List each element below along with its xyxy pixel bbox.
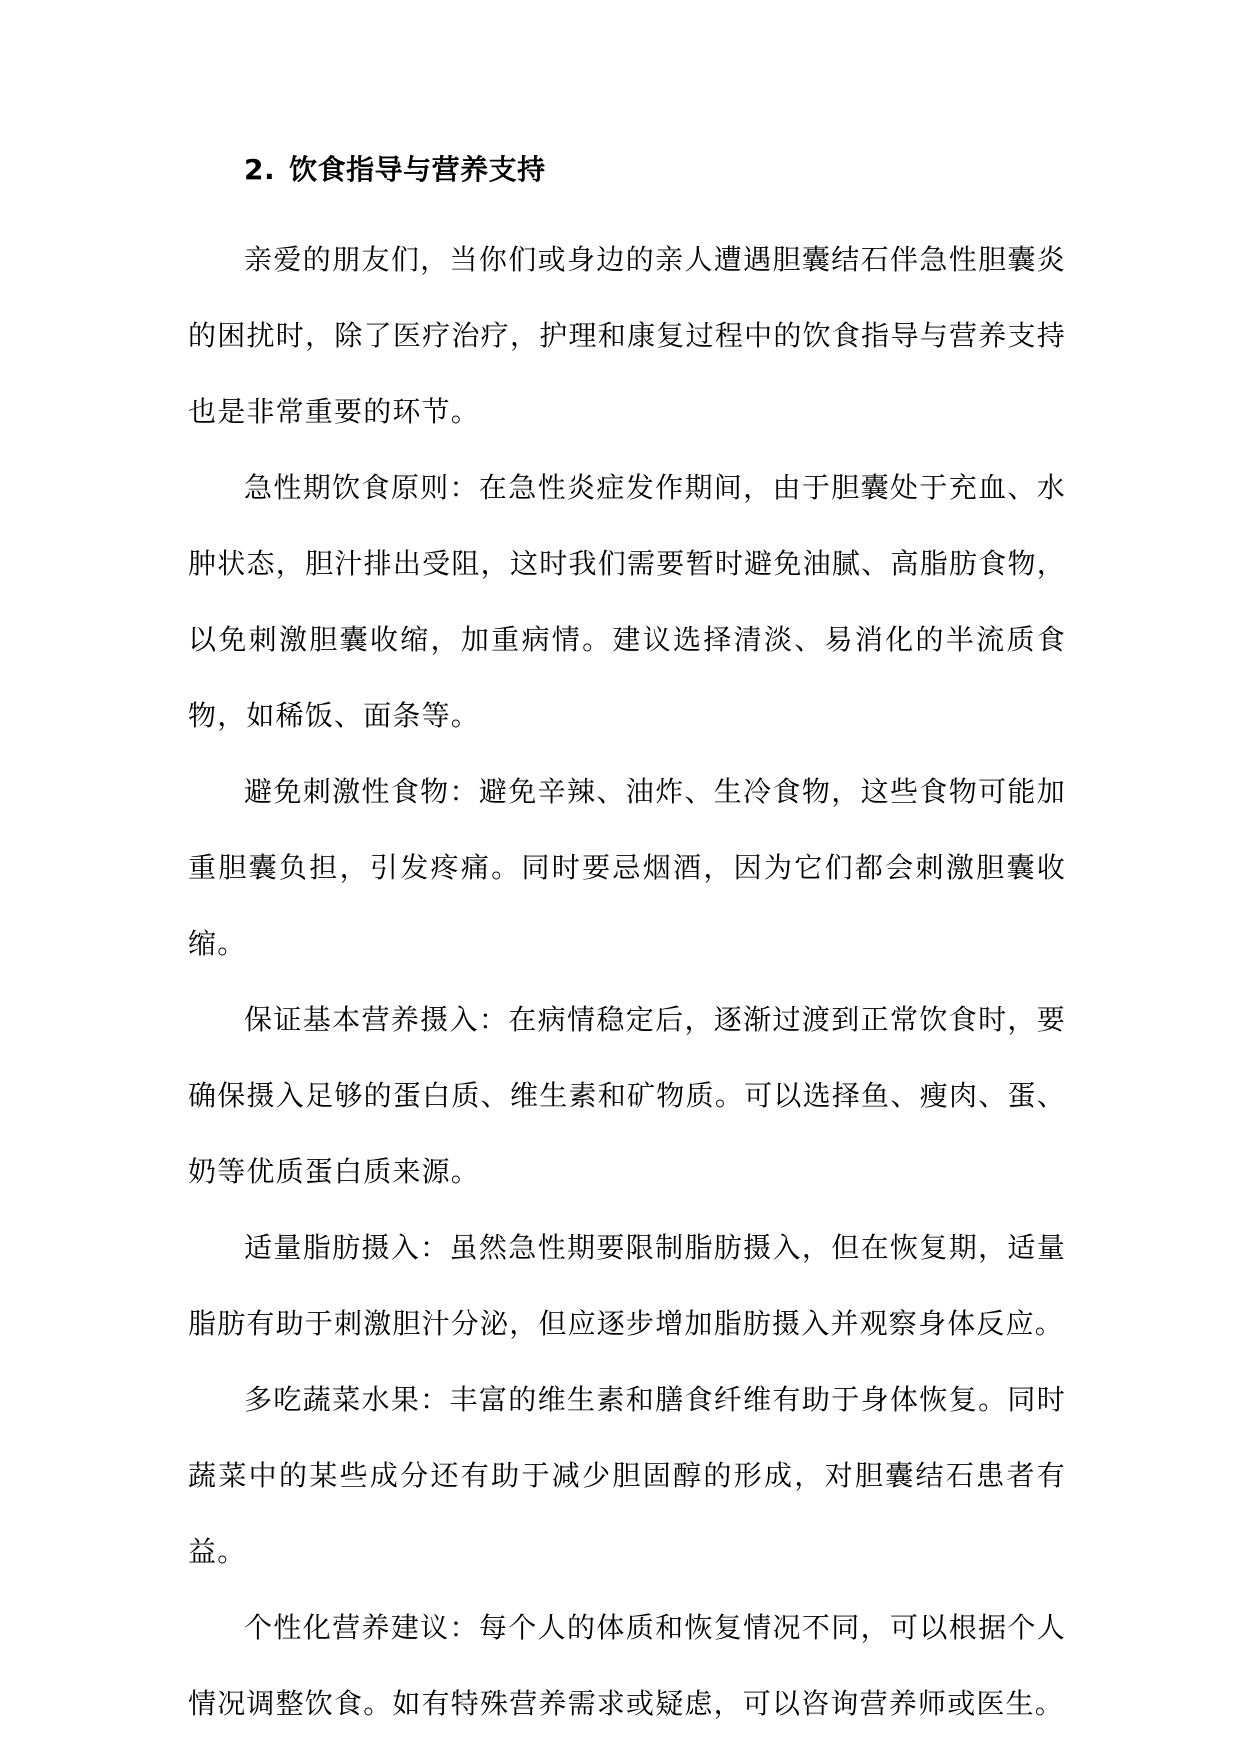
section-heading (244, 152, 546, 188)
paragraph-vegetables-fruits: 多吃蔬菜水果：丰富的维生素和膳食纤维有助于身体恢复。同时蔬菜中的某些成分还有助于减少胆固醇的形成，对胆囊结石患者有益。 (188, 1383, 1066, 1568)
paragraph-acute-diet-principles: 急性期饮食原则：在急性炎症发作期间，由于胆囊处于充血、水肿状态，胆汁排出受阻，这时我们需要暂时避免油腻、高脂肪食物，以免刺激胆囊收缩，加重病情。建议选择清淡、易消化的半流质食物，如稀饭、面条等。 (188, 471, 1066, 732)
paragraph-basic-nutrition: 保证基本营养摄入：在病情稳定后，逐渐过渡到正常饮食时，要确保摄入足够的蛋白质、维生素和矿物质。可以选择鱼、瘦肉、蛋、奶等优质蛋白质来源。 (188, 1003, 1066, 1188)
section-title: 饮食指导与营养支持 (289, 153, 546, 186)
paragraph-personalized-advice: 个性化营养建议：每个人的体质和恢复情况不同，可以根据个人情况调整饮食。如有特殊营养需求或疑虑，可以咨询营养师或医生。 (188, 1611, 1066, 1720)
body-text (188, 222, 1066, 1742)
paragraph-avoid-irritating-food: 避免刺激性食物：避免辛辣、油炸、生冷食物，这些食物可能加重胆囊负担，引发疼痛。同时要忌烟酒，因为它们都会刺激胆囊收缩。 (188, 775, 1066, 960)
paragraph-intro: 亲爱的朋友们，当你们或身边的亲人遭遇胆囊结石伴急性胆囊炎的困扰时，除了医疗治疗，护理和康复过程中的饮食指导与营养支持也是非常重要的环节。 (188, 243, 1066, 428)
paragraph-moderate-fat: 适量脂肪摄入：虽然急性期要限制脂肪摄入，但在恢复期，适量脂肪有助于刺激胆汁分泌，但应逐步增加脂肪摄入并观察身体反应。 (188, 1231, 1066, 1340)
section-number: 2. (244, 153, 276, 186)
